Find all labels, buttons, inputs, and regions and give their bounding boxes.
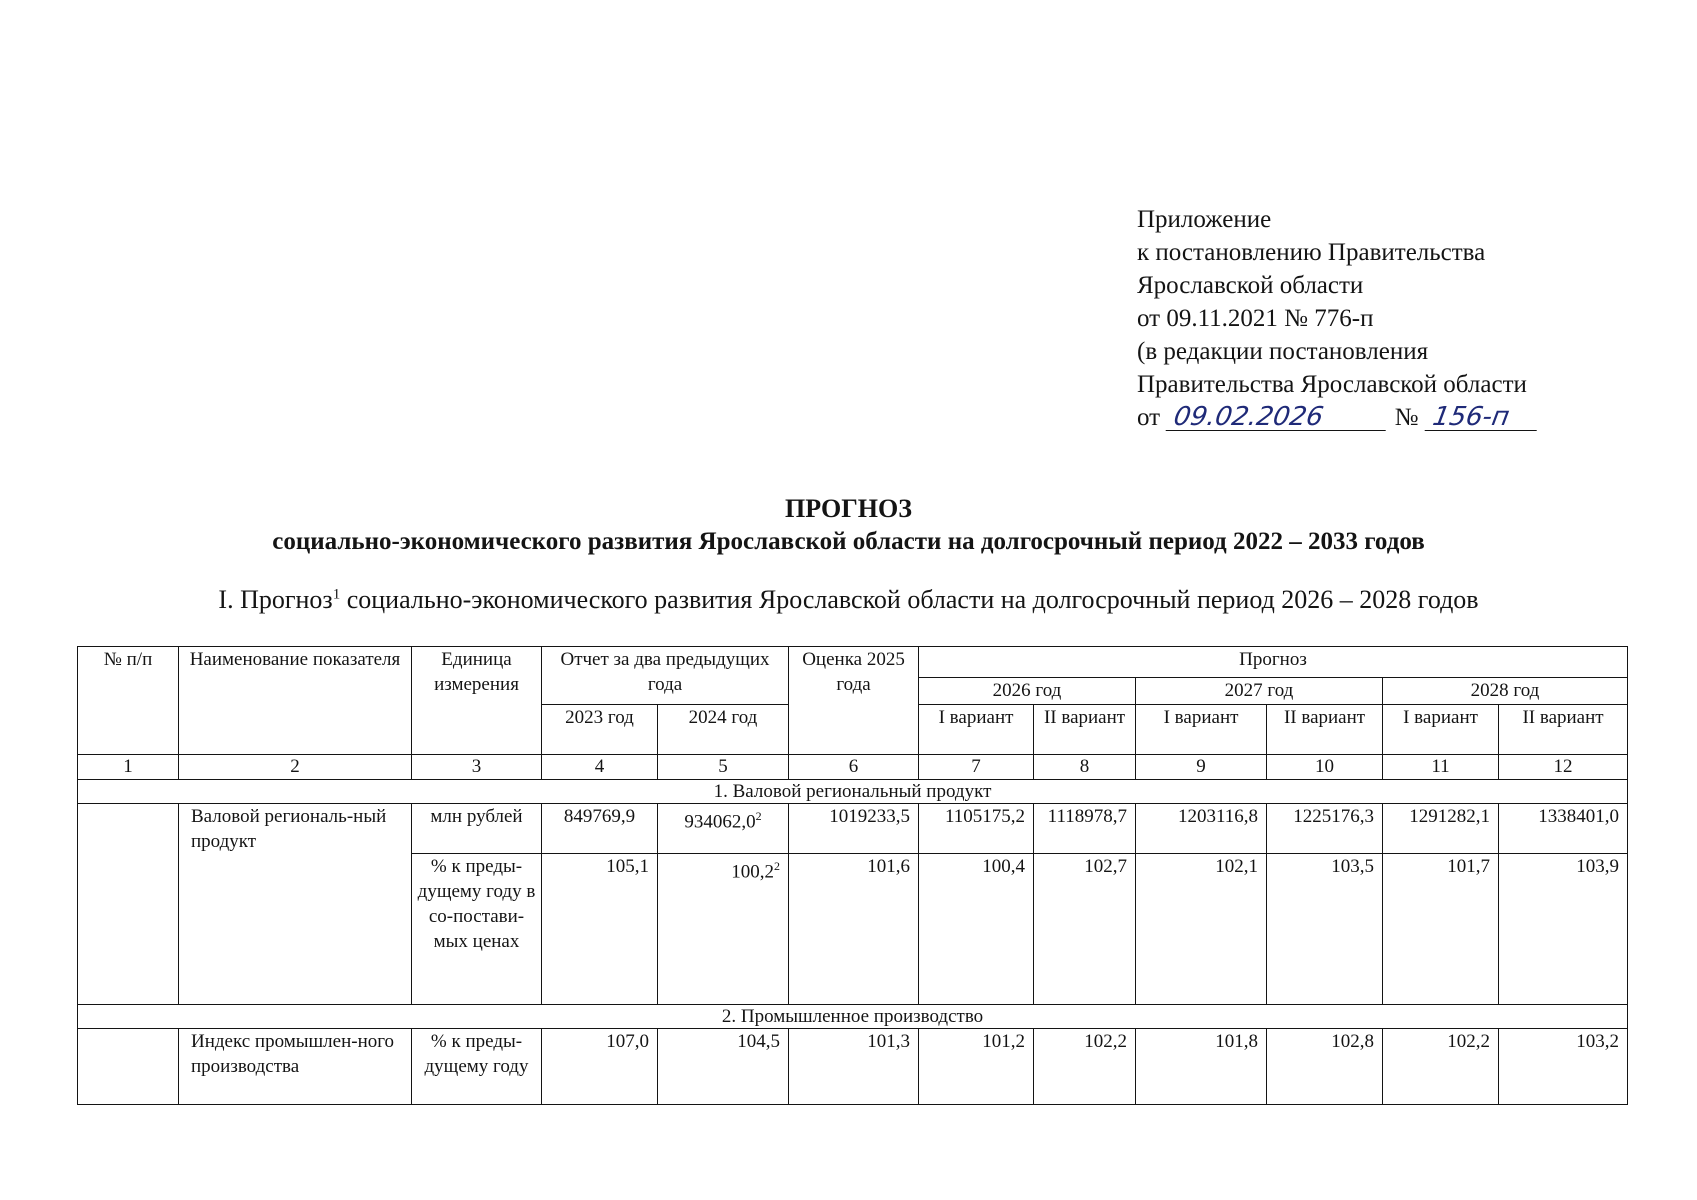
column-number: 1 <box>78 755 179 780</box>
section-title: 2. Промышленное производство <box>78 1005 1628 1029</box>
column-number: 6 <box>789 755 919 780</box>
footnote-marker: 1 <box>332 586 341 603</box>
value-2025: 101,6 <box>789 854 919 1005</box>
column-number: 3 <box>412 755 542 780</box>
document-title: ПРОГНОЗ <box>785 494 912 523</box>
column-number: 10 <box>1267 755 1383 780</box>
value-2026-v2: 102,7 <box>1034 854 1136 1005</box>
unit-cell: млн рублей <box>412 804 542 854</box>
value-2026-v2: 1118978,7 <box>1034 804 1136 854</box>
header-variant-2: II вариант <box>1499 705 1628 755</box>
document-subtitle: социально-экономического развития Ярославской области на долгосрочный период 2022 – 2033 годов <box>272 528 1425 555</box>
value-text: 100,2 <box>731 861 775 883</box>
value-2028-v2: 1338401,0 <box>1499 804 1628 854</box>
number-label: № <box>1394 404 1419 431</box>
value-2024 <box>658 854 789 1005</box>
value-2027-v1: 101,8 <box>1136 1029 1267 1105</box>
value-2028-v2: 103,2 <box>1499 1029 1628 1105</box>
value-2025: 1019233,5 <box>789 804 919 854</box>
value-2028-v1: 102,2 <box>1383 1029 1499 1105</box>
value-2027-v1: 102,1 <box>1136 854 1267 1005</box>
value-2028-v1: 1291282,1 <box>1383 804 1499 854</box>
value-2023: 849769,9 <box>542 804 658 854</box>
header-year-2024: 2024 год <box>658 705 789 755</box>
footnote-marker: 2 <box>755 809 762 823</box>
column-number: 9 <box>1136 755 1267 780</box>
header-year-2028: 2028 год <box>1383 678 1628 705</box>
header-variant-1: I вариант <box>1136 705 1267 755</box>
section-heading-text: социально-экономического развития Ярославской области на долгосрочный период 2026 – 2028 годов <box>340 585 1479 614</box>
amendment-date-row <box>1137 401 1539 434</box>
header-variant-2: II вариант <box>1034 705 1136 755</box>
indicator-name: Валовой региональ-ный продукт <box>179 804 412 1005</box>
column-number: 12 <box>1499 755 1628 780</box>
section-row <box>78 780 1628 804</box>
section-row <box>78 1005 1628 1029</box>
unit-cell: % к преды-дущему году в со-постави-мых ценах <box>412 854 542 1005</box>
header-variant-1: I вариант <box>1383 705 1499 755</box>
header-year-2023: 2023 год <box>542 705 658 755</box>
section-heading <box>0 585 1697 615</box>
header-variant-2: II вариант <box>1267 705 1383 755</box>
appendix-line: Ярославской области <box>1137 272 1364 299</box>
column-number-row <box>78 755 1628 780</box>
appendix-line: от 09.11.2021 № 776-п <box>1137 305 1374 332</box>
column-number: 11 <box>1383 755 1499 780</box>
value-2024: 104,5 <box>658 1029 789 1105</box>
column-number: 8 <box>1034 755 1136 780</box>
header-year-2026: 2026 год <box>919 678 1136 705</box>
header-unit: Единица измерения <box>412 647 542 755</box>
unit-cell: % к преды-дущему году <box>412 1029 542 1105</box>
table-row <box>78 804 1628 854</box>
forecast-table <box>77 646 1628 1105</box>
value-2027-v2: 1225176,3 <box>1267 804 1383 854</box>
header-estimate: Оценка 2025 года <box>789 647 919 755</box>
column-number: 4 <box>542 755 658 780</box>
appendix-line: (в редакции постановления <box>1137 338 1429 365</box>
header-name: Наименование показателя <box>179 647 412 755</box>
footnote-marker: 2 <box>774 859 781 873</box>
value-2027-v1: 1203116,8 <box>1136 804 1267 854</box>
from-label: от <box>1137 404 1161 431</box>
header-forecast: Прогноз <box>919 647 1628 678</box>
header-variant-1: I вариант <box>919 705 1034 755</box>
handwritten-date: 09.02.2026 <box>1166 404 1391 431</box>
value-2028-v2: 103,9 <box>1499 854 1628 1005</box>
section-title: 1. Валовой региональный продукт <box>78 780 1628 804</box>
value-2026-v2: 102,2 <box>1034 1029 1136 1105</box>
row-number-cell <box>78 804 179 1005</box>
value-2027-v2: 103,5 <box>1267 854 1383 1005</box>
value-2026-v1: 1105175,2 <box>919 804 1034 854</box>
appendix-line: к постановлению Правительства <box>1137 239 1486 266</box>
value-2028-v1: 101,7 <box>1383 854 1499 1005</box>
header-year-2027: 2027 год <box>1136 678 1383 705</box>
indicator-name: Индекс промышлен-ного производства <box>179 1029 412 1105</box>
header-report: Отчет за два предыдущих года <box>542 647 789 705</box>
column-number: 2 <box>179 755 412 780</box>
value-2026-v1: 101,2 <box>919 1029 1034 1105</box>
value-2023: 105,1 <box>542 854 658 1005</box>
value-2027-v2: 102,8 <box>1267 1029 1383 1105</box>
value-2026-v1: 100,4 <box>919 854 1034 1005</box>
value-2023: 107,0 <box>542 1029 658 1105</box>
handwritten-number: 156-п <box>1424 404 1541 431</box>
value-2024 <box>658 804 789 854</box>
header-num: № п/п <box>78 647 179 755</box>
value-2025: 101,3 <box>789 1029 919 1105</box>
table-row <box>78 1029 1628 1105</box>
row-number-cell <box>78 1029 179 1105</box>
column-number: 7 <box>919 755 1034 780</box>
appendix-line: Приложение <box>1137 206 1272 233</box>
section-heading-prefix: I. Прогноз <box>218 585 333 614</box>
value-text: 934062,0 <box>684 811 756 833</box>
appendix-line: Правительства Ярославской области <box>1137 371 1527 398</box>
header-row-1 <box>78 647 1628 678</box>
appendix-block <box>1137 203 1539 434</box>
column-number: 5 <box>658 755 789 780</box>
